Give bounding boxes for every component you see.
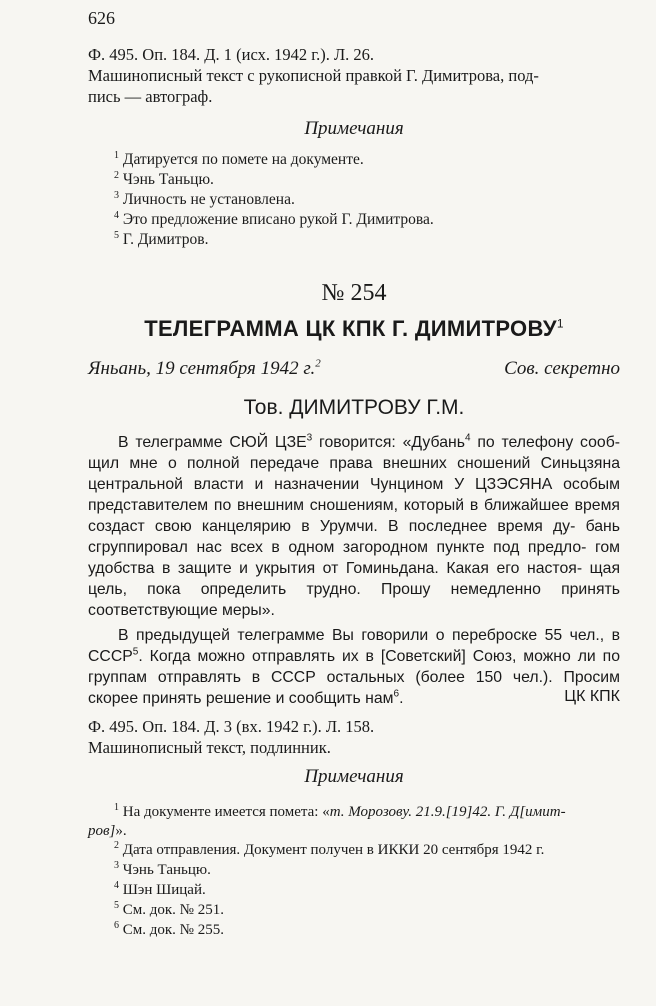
- prev-source-line: Машинописный текст с рукописной правкой Г. Димитрова, под-: [88, 66, 539, 85]
- place-date: Яньань, 19 сентября 1942 г.$^2$: [88, 358, 321, 380]
- source-line: Машинописный текст, подлинник.: [88, 738, 331, 757]
- note-item: $^3$ Чэнь Таньцю.: [114, 860, 211, 878]
- document-title: ТЕЛЕГРАММА ЦК КПК Г. ДИМИТРОВУ$^1$: [144, 316, 564, 341]
- dateline: [88, 358, 620, 380]
- paragraph: В предыдущей телеграмме Вы говорили о переброске 55 чел., в СССР$^5$. Когда можно отправлять их в [Советский] Союз, можно ли по группам отправлять в СССР остальных (более 150 чел.). Просим скорее принять решение и сообщить нам$^6$.: [88, 627, 620, 707]
- document-number: № 254: [321, 280, 387, 306]
- source-block: [88, 716, 620, 758]
- note-item: $^2$ Дата отправления. Документ получен в ИККИ 20 сентября 1942 г.: [114, 840, 545, 858]
- prev-source-block: [88, 44, 620, 107]
- classification: Сов. секретно: [504, 358, 620, 379]
- prev-note-item: $^2$ Чэнь Таньцю.: [114, 169, 214, 188]
- note-item: $^5$ См. док. № 251.: [114, 900, 224, 918]
- addressee: Тов. ДИМИТРОВУ Г.М.: [243, 396, 465, 419]
- note-item: $^4$ Шэн Шицай.: [114, 880, 206, 898]
- prev-note-item: $^5$ Г. Димитров.: [114, 229, 209, 248]
- telegram-body: [88, 432, 620, 709]
- prev-source-line: пись — автограф.: [88, 87, 213, 106]
- prev-source-line: Ф. 495. Оп. 184. Д. 1 (исх. 1942 г.). Л. 26.: [88, 45, 375, 64]
- prev-notes-title: Примечания: [304, 118, 404, 139]
- prev-note-item: $^3$ Личность не установлена.: [114, 189, 295, 208]
- note-item: $^6$ См. док. № 255.: [114, 920, 224, 938]
- prev-note-item: $^1$ Датируется по помете на документе.: [114, 149, 364, 168]
- notes-title: Примечания: [304, 766, 404, 787]
- signature: ЦК КПК: [564, 688, 620, 705]
- note-item: $^1$ На документе имеется помета: «т. Морозову. 21.9.[19]42. Г. Д[имит- ров]».: [88, 802, 566, 839]
- source-line: Ф. 495. Оп. 184. Д. 3 (вх. 1942 г.). Л. 158.: [88, 717, 375, 736]
- paragraph: В телеграмме СЮЙ ЦЗЕ$^3$ говорится: «Дубань$^4$ по телефону сооб- щил мне о полной передаче права внешних сношений Синьцзяна центральной власти и назначении Чунцином У ЦЗЭСЯНА особым представителем по внешним сношениям, который в ближайшее время создаст свою канцелярию в Урумчи. В последнее время ду- бань сгруппировал нас всех в одном загородном пункте под предло- гом удобства в защите и укрытия от Гоминьдана. Какая его настоя- щая цель, пока определить трудно. Прошу немедленно принять соответствующие меры».: [88, 432, 621, 619]
- prev-note-item: $^4$ Это предложение вписано рукой Г. Димитрова.: [114, 209, 434, 228]
- page-number: 626: [88, 8, 115, 28]
